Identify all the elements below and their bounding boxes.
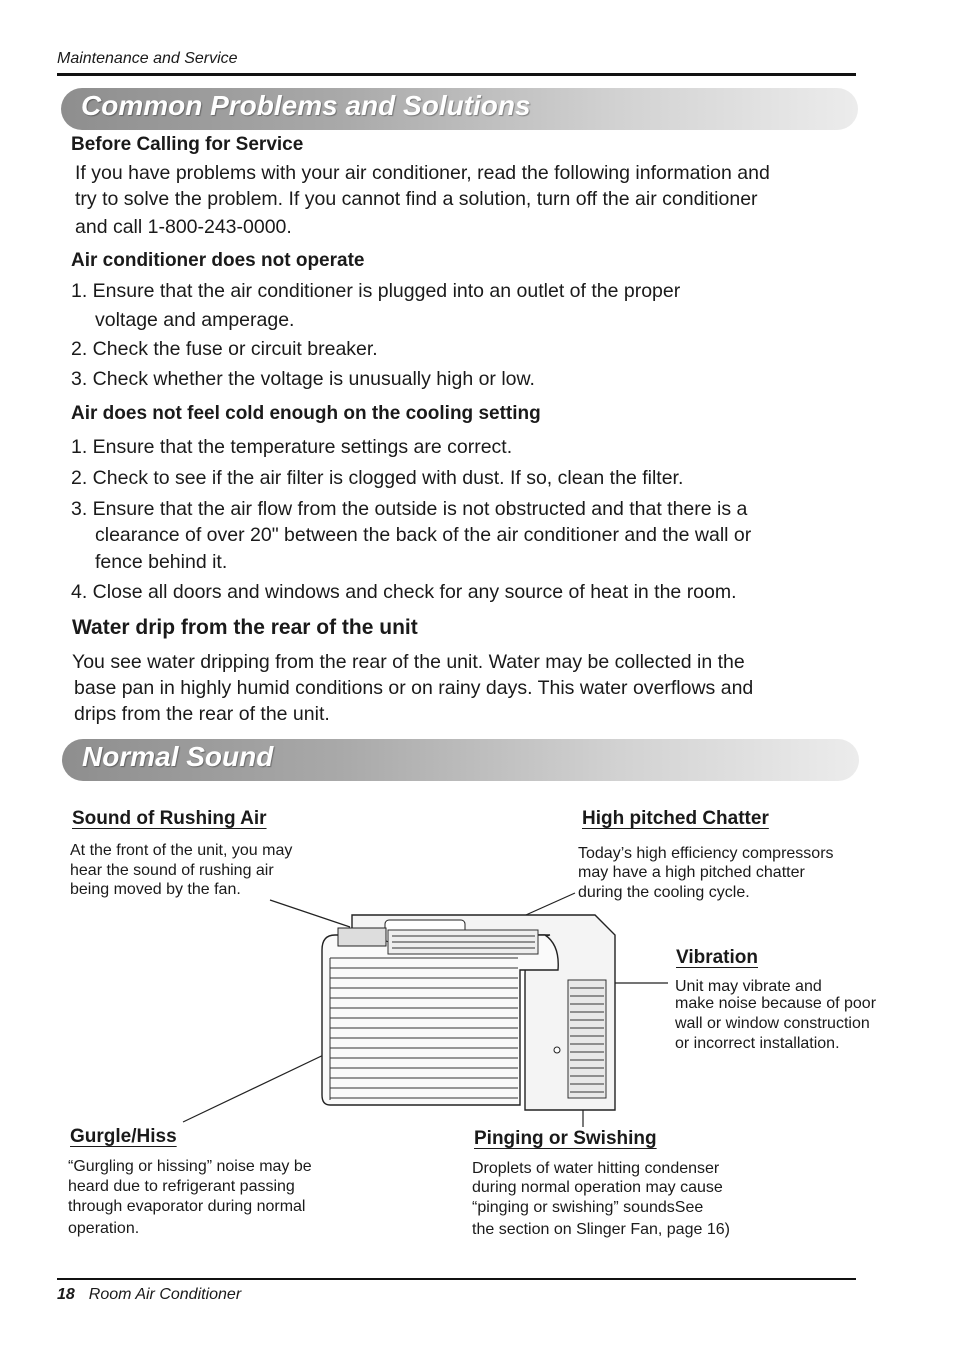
chatter-heading: High pitched Chatter — [582, 808, 769, 829]
section-label: Maintenance and Service — [57, 50, 238, 67]
list-item: clearance of over 20" between the back of the air conditioner and the wall or — [95, 524, 752, 546]
vibration-heading: Vibration — [676, 947, 758, 968]
rushing-air-text: At the front of the unit, you may — [70, 842, 293, 859]
rushing-air-text: hear the sound of rushing air — [70, 862, 274, 879]
list-item: 2. Check to see if the air filter is clogged with dust. If so, clean the filter. — [71, 467, 684, 489]
water-drip-line: You see water dripping from the rear of the unit. Water may be collected in the — [72, 651, 745, 673]
banner-title: Common Problems and Solutions — [81, 90, 531, 121]
water-drip-heading: Water drip from the rear of the unit — [72, 616, 418, 639]
water-drip-line: drips from the rear of the unit. — [74, 703, 330, 725]
no-operate-heading: Air conditioner does not operate — [71, 250, 365, 271]
gurgle-text: “Gurgling or hissing” noise may be — [68, 1158, 312, 1175]
list-item: 4. Close all doors and windows and check for any source of heat in the room. — [71, 581, 737, 603]
pinging-text: Droplets of water hitting condenser — [472, 1160, 720, 1177]
footer — [57, 1286, 241, 1304]
vibration-text: Unit may vibrate and — [675, 978, 822, 995]
before-service-line: try to solve the problem. If you cannot find a solution, turn off the air conditioner — [75, 188, 758, 210]
before-service-line: If you have problems with your air conditioner, read the following information and — [75, 162, 770, 184]
chatter-text: during the cooling cycle. — [578, 884, 750, 901]
gurgle-text: through evaporator during normal — [68, 1198, 306, 1215]
water-drip-line: base pan in highly humid conditions or on rainy days. This water overflows and — [74, 677, 754, 699]
list-item: 1. Ensure that the temperature settings are correct. — [71, 436, 513, 458]
banner-title: Normal Sound — [82, 741, 274, 772]
list-item: fence behind it. — [95, 551, 228, 573]
pinging-text: “pinging or swishing” soundsSee — [472, 1199, 704, 1216]
chatter-text: Today’s high efficiency compressors — [578, 845, 834, 862]
vibration-text: make noise because of poor — [675, 995, 877, 1012]
before-service-line: and call 1-800-243-0000. — [75, 216, 292, 238]
list-item: 1. Ensure that the air conditioner is plugged into an outlet of the proper — [71, 280, 681, 302]
page-number: 18 — [57, 1286, 75, 1303]
vibration-text: wall or window construction — [675, 1015, 870, 1032]
before-service-heading: Before Calling for Service — [71, 134, 304, 155]
gurgle-text: operation. — [68, 1220, 140, 1237]
pinging-text: during normal operation may cause — [472, 1179, 723, 1196]
list-item: 2. Check the fuse or circuit breaker. — [71, 338, 378, 360]
product-name: Room Air Conditioner — [88, 1286, 242, 1303]
gurgle-text: heard due to refrigerant passing — [68, 1178, 295, 1195]
pinging-heading: Pinging or Swishing — [474, 1128, 657, 1149]
pinging-text: the section on Slinger Fan, page 16) — [472, 1221, 730, 1238]
list-item: voltage and amperage. — [95, 309, 295, 331]
chatter-text: may have a high pitched chatter — [578, 864, 805, 881]
gurgle-heading: Gurgle/Hiss — [70, 1126, 177, 1147]
vibration-text: or incorrect installation. — [675, 1035, 840, 1052]
rushing-air-heading: Sound of Rushing Air — [72, 808, 267, 829]
list-item: 3. Check whether the voltage is unusually high or low. — [71, 368, 535, 390]
not-cold-heading: Air does not feel cold enough on the cooling setting — [71, 403, 541, 424]
bottom-rule — [57, 1278, 856, 1280]
list-item: 3. Ensure that the air flow from the outside is not obstructed and that there is a — [71, 498, 748, 520]
rushing-air-text: being moved by the fan. — [70, 881, 241, 898]
